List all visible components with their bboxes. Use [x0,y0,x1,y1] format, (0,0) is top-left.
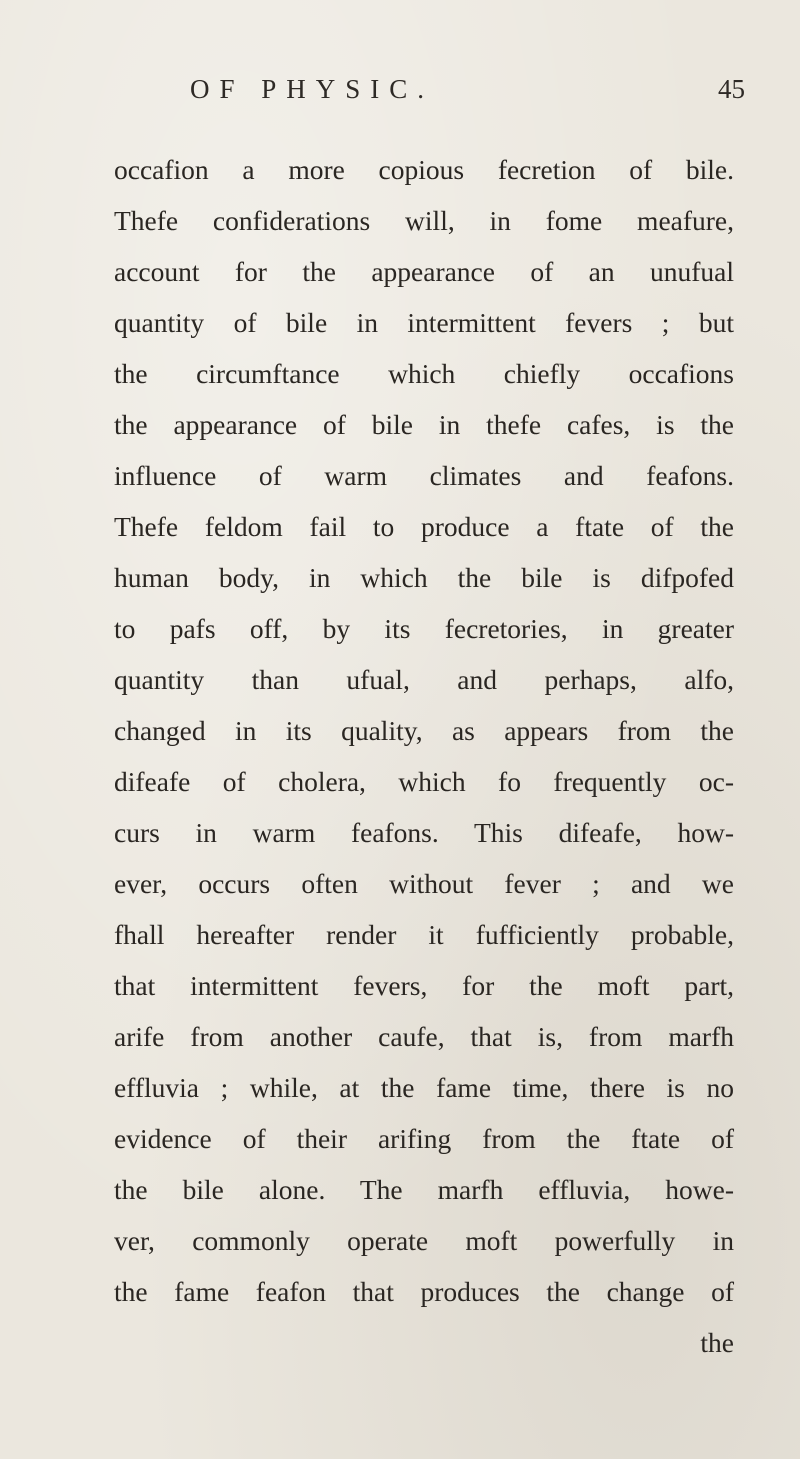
text-line: the fame feafon that produces the change of [114,1276,734,1307]
text-line: the circumftance which chiefly occafions [114,358,734,389]
text-line: to pafs off, by its fecretories, in greater [114,613,734,644]
catchword: the [700,1327,734,1358]
text-line: account for the appearance of an unufual [114,256,734,287]
text-line: quantity than ufual, and perhaps, alfo, [114,664,734,695]
text-line: the appearance of bile in thefe cafes, is the [114,409,734,440]
body-text [114,144,734,1368]
text-line: effluvia ; while, at the fame time, there is no [114,1072,734,1103]
text-line: changed in its quality, as appears from the [114,715,734,746]
text-line: occafion a more copious fecretion of bile. [114,154,734,185]
running-head: OF PHYSIC. [190,74,435,104]
text-line: arife from another caufe, that is, from marfh [114,1021,734,1052]
text-line: difeafe of cholera, which fo frequently oc- [114,766,734,797]
text-line: Thefe confiderations will, in fome meafure, [114,205,734,236]
text-line: Thefe feldom fail to produce a ftate of the [114,511,734,542]
text-line: quantity of bile in intermittent fevers ; but [114,307,734,338]
text-line: evidence of their arifing from the ftate of [114,1123,734,1154]
text-line: curs in warm feafons. This difeafe, how- [114,817,734,848]
page-number: 45 [718,74,745,104]
text-line: fhall hereafter render it fufficiently probable, [114,919,734,950]
text-line: ver, commonly operate moft powerfully in [114,1225,734,1256]
text-line: ever, occurs often without fever ; and we [114,868,734,899]
text-line: influence of warm climates and feafons. [114,460,734,491]
text-line: the bile alone. The marfh effluvia, howe- [114,1174,734,1205]
text-line: human body, in which the bile is difpofed [114,562,734,593]
text-line: that intermittent fevers, for the moft part, [114,970,734,1001]
